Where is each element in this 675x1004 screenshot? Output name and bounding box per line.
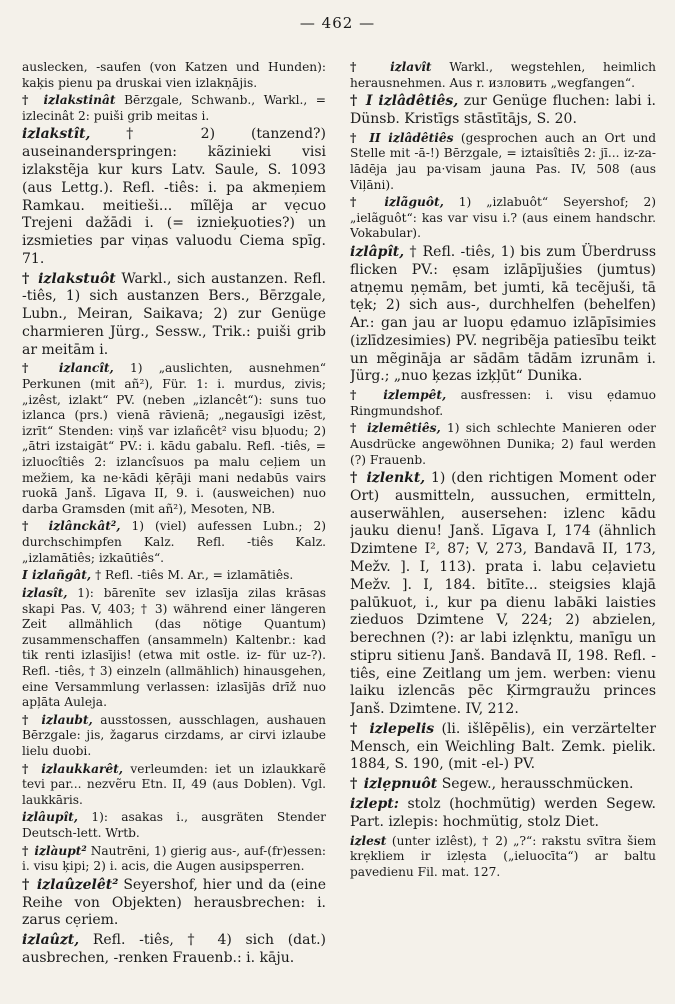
dagger-mark: † <box>350 195 368 210</box>
entry-headword: izlâupît, <box>22 810 78 825</box>
entry-text: † Refl. -tiês, 1) bis zum Überdruss flicken PV.: ẹsam izlāpījušies (jumtus) atņẹmu ņẹmām, bet jumti, kā tecẽjuši, tā tẹk; 2) sich aus-, durchhelfen (behelfen) Ar.: gan jau ar luopu ẹdamuo izlāpīsimies (izlīdzesimies) PV. negribẽja patiesību teikt un mẽgināja ar sādām tādām izrunām i. Jürg.; „nuo ķezas izķļūt“ Dunika. <box>350 244 656 385</box>
entry-text: stolz (hochmütig) werden Segew. Part. izlepis: hochmütig, stolz Diet. <box>350 795 656 830</box>
dictionary-entry <box>350 93 656 129</box>
dictionary-entry <box>22 762 326 809</box>
dagger-mark: † <box>22 519 36 534</box>
entry-headword: izlẹpnuôt <box>363 776 438 793</box>
dictionary-entry <box>350 388 656 419</box>
entry-text: 1): asakas i., ausgräten Stender Deutsch-lett. Wrtb. <box>22 810 326 841</box>
entry-text: Bērzgale, Schwanb., Warkl., = izlecinât 2: puiši grib meitas i. <box>22 93 326 123</box>
dictionary-entry <box>22 126 326 268</box>
entry-headword: izlaubt, <box>41 712 93 727</box>
dagger-mark: † <box>22 361 41 376</box>
dictionary-entry <box>22 810 326 841</box>
entry-text: zur Genüge fluchen: labi i. Dünsb. Kristīgs stāstītājs, S. 20. <box>350 93 656 127</box>
dictionary-entry <box>350 776 656 794</box>
entry-headword: izlakstît, <box>22 126 91 143</box>
entry-headword: izlânckât², <box>48 519 121 534</box>
entry-headword: izlept: <box>350 795 399 812</box>
dictionary-entry <box>350 195 656 242</box>
dictionary-entry <box>22 93 326 124</box>
dictionary-entry <box>22 361 326 517</box>
entry-text: † Refl. -tiês M. Ar., = izlamātiês. <box>95 568 294 583</box>
dictionary-entry <box>350 60 656 91</box>
dictionary-entry <box>22 586 326 711</box>
dictionary-entry <box>350 244 656 386</box>
dictionary-entry <box>22 519 326 566</box>
dictionary-entry <box>22 844 326 875</box>
dictionary-entry <box>350 796 656 832</box>
entry-text: 1) sich schlechte Manieren oder Ausdrücke angewöhnen Dunika; 2) faul werden (?) Frauenb. <box>350 421 656 467</box>
entry-headword: izlaûzt, <box>22 932 80 949</box>
entry-headword: izlempêt, <box>383 388 447 403</box>
entry-text: 1) (viel) aufessen Lubn.; 2) durchschimpfen Kalz. Refl. -tiês Kalz. „izlamātiês; izkaūtiês“. <box>22 519 326 565</box>
dagger-mark: † <box>22 270 31 287</box>
dagger-mark: † <box>350 776 358 793</box>
left-column <box>22 60 326 990</box>
entry-headword: izlasît, <box>22 585 68 600</box>
entry-text: 1) „izlabuôt“ Seyershof; 2) „ielãguôt“: kas var visu i.? (aus einem handschr. Vokabular). <box>350 195 656 241</box>
entry-text: † 2) (tanzend?) auseinanderspringen: kãzinieki visi izlakstẽja kur kurs Latv. Saule, S. 1093 (aus Lettg.). Refl. -tiês: i. pa akmeņiem Ramkau. meitieši... mĩlẽja ar vẹcuo Trejeni dažādi i. (= iznieķuoties?) un izsmieties par viņas valuodu Ciema spīg. 71. <box>22 126 326 267</box>
entry-headword: izlaûzelêt² <box>36 876 119 893</box>
dictionary-entry <box>22 60 326 91</box>
dictionary-entry <box>22 932 326 968</box>
entry-text: Warkl., wegstehlen, heimlich herausnehmen. Aus r. изловить „wegfangen“. <box>350 60 656 90</box>
entry-text: ausstossen, ausschlagen, aushauen Bērzgale: jis, žagarus cirzdams, ar cirvi izlaube lielu duobi. <box>22 712 326 759</box>
entry-text: 1) (den richtigen Moment oder Ort) ausmitteln, aussuchen, ermitteln, auserwählen, ausersehen: izlenc kādu jauku dienu! Janš. Līgava I, 174 (ähnlich Dzimtene I², 87; V, 273, Bandavā II, 173, Mežv. ]. I, 113). prata i. labu ceļavietu Mežv. ]. I, 184. bitīte... steigsies klajā palūkuot, i., kur pa dienu labāki laisties zieduos Dzimtene V, 224; 2) abzielen, berechnen (?): ar labi izlęnktu, manīgu un stipru sitienu Janš. Bandavā II, 198. Refl. -tiês, eine Zeitlang um jem. werben: vienu laiku izlencās pēc Ķirmgraužu princes Janš. Dzimtene. IV, 212. <box>350 470 656 718</box>
entry-headword: izlest <box>350 833 387 848</box>
entry-headword: izlakstuôt <box>38 270 116 287</box>
dictionary-entry <box>22 271 326 360</box>
entry-headword: izlemêtiês, <box>367 421 441 436</box>
entry-headword: izlàupt² <box>34 843 87 858</box>
page-number: — 462 — <box>299 14 376 32</box>
entry-text: Warkl., sich austanzen. Refl. -tiês, 1) sich austanzen Bers., Bērzgale, Lubn., Meiran, Saikava; 2) zur Genüge charmieren Jürg., Sessw., Trik.: puiši grib ar meitām i. <box>22 270 326 358</box>
entry-text: (unter izlêst), † 2) „?“: rakstu svītra šiem krẹkliem ir izlẹsta („ieluocīta“) ar baltu pavedienu Fil. mat. 127. <box>350 833 656 879</box>
entry-text: 1) „auslichten, ausnehmen“ Perkunen (mit añ²), Für. 1: i. murdus, zivis; „izêst, izlakt“ PV. (neben „izlancêt“): suns tuo izlanca (prs.) vienā rāvienā; „negausīgi izēst, izrīt“ Stenden: viņš var izlañcêt² visu bļuodu; 2) „ātri izstaigāt“ PV.: i. kādu gabalu. Refl. -tiês, = izluocîtiês 2: izlancîsuos pa malu ceļiem un mežiem, ka ne·kādi ķēŗāji mani nedabūs vairs ruokā Janš. Līgava II, 9. i. (ausweichen) nuo darba Gramsden (mit añ²), Mesoten, NB. <box>22 361 326 516</box>
dagger-mark: † <box>350 130 360 145</box>
entry-text: auslecken, -saufen (von Katzen und Hunden): kaķis pienu pa druskai vien izlakņājis. <box>22 60 326 90</box>
dictionary-entry <box>22 568 326 584</box>
entry-headword: I izlâdêtiês, <box>365 93 459 110</box>
entry-text: 1): bārenīte sev izlasīja zilas krāsas skapi Pas. V, 403; † 3) während einer längeren Zeit allmählich (das nötige Quantum) zusammenschaffen (ansammeln) Kaltenbr.: kad tik renti izlasījis! (etwa mit ostle. iz- für uz-?). Refl. -tiês, † 3) einzeln (allmählich) hinausgehen, eine Versammlung verlassen: izlasījās drīž nuo apļāta Auleja. <box>22 585 326 710</box>
dagger-mark: † <box>350 421 359 436</box>
entry-text: Seyershof, hier und da (eine Reihe von Objekten) herausbrechen: i. zarus cẹriem. <box>22 876 326 929</box>
entry-headword: izlâpît, <box>350 244 405 261</box>
entry-headword: izlakstinât <box>43 93 116 108</box>
dagger-mark: † <box>350 720 361 737</box>
entry-headword: izlãguôt, <box>384 195 444 210</box>
entry-text: verleumden: iet un izlaukkarẽ tevi par... nezvẽru Etn. II, 49 (aus Doblen). Vgl. laukkāris. <box>22 761 326 807</box>
dagger-mark: † <box>350 60 371 74</box>
entry-text: Nautrēni, 1) gierig aus-, auf-(fr)essen: i. visu ķipi; 2) i. acis, die Augen ausipsperren. <box>22 843 326 874</box>
entry-headword: izlenkt, <box>366 470 426 487</box>
dagger-mark: † <box>22 712 32 727</box>
dictionary-entry <box>350 721 656 774</box>
entry-headword: izlepelis <box>369 720 435 737</box>
dagger-mark: † <box>22 93 34 108</box>
entry-text: Refl. -tiês, † 4) sich (dat.) ausbrechen, -renken Frauenb.: i. kāju. <box>22 932 326 966</box>
dictionary-entry <box>350 834 656 881</box>
dictionary-entry <box>22 877 326 930</box>
entry-text: (gesprochen auch an Ort und Stelle mit -ā-!) Bērzgale, = iztaisîtiês 2: jī... iz-za-lādēja jau pa·visam jauna Pas. IV, 508 (aus Viļāni). <box>350 130 656 192</box>
dictionary-entry <box>350 131 656 193</box>
entry-text: Segew., herausschmücken. <box>441 776 634 793</box>
entry-headword: izlaukkarêt, <box>41 761 124 776</box>
entry-headword: II izlâdêtiês <box>369 130 454 145</box>
dagger-mark: † <box>22 761 32 776</box>
entry-headword: izlancît, <box>58 361 114 376</box>
dagger-mark: † <box>350 470 359 487</box>
dictionary-entry <box>22 713 326 760</box>
dagger-mark: † <box>22 876 30 893</box>
dictionary-entry <box>350 470 656 719</box>
entry-headword: izlavît <box>390 60 432 74</box>
right-column <box>350 60 656 990</box>
entry-headword: I izlañgât, <box>22 568 92 583</box>
dictionary-entry <box>350 421 656 468</box>
entry-text: ausfressen: i. visu ẹdamuo Ringmundshof. <box>350 388 656 418</box>
entry-text: (li. išlẽpēlis), ein verzärtelter Mensch, ein Weichling Balt. Zemk. pielik. 1884, S. 190, (mit -el-) PV. <box>350 720 656 773</box>
dagger-mark: † <box>22 843 29 858</box>
dagger-mark: † <box>350 93 359 110</box>
dagger-mark: † <box>350 388 367 403</box>
